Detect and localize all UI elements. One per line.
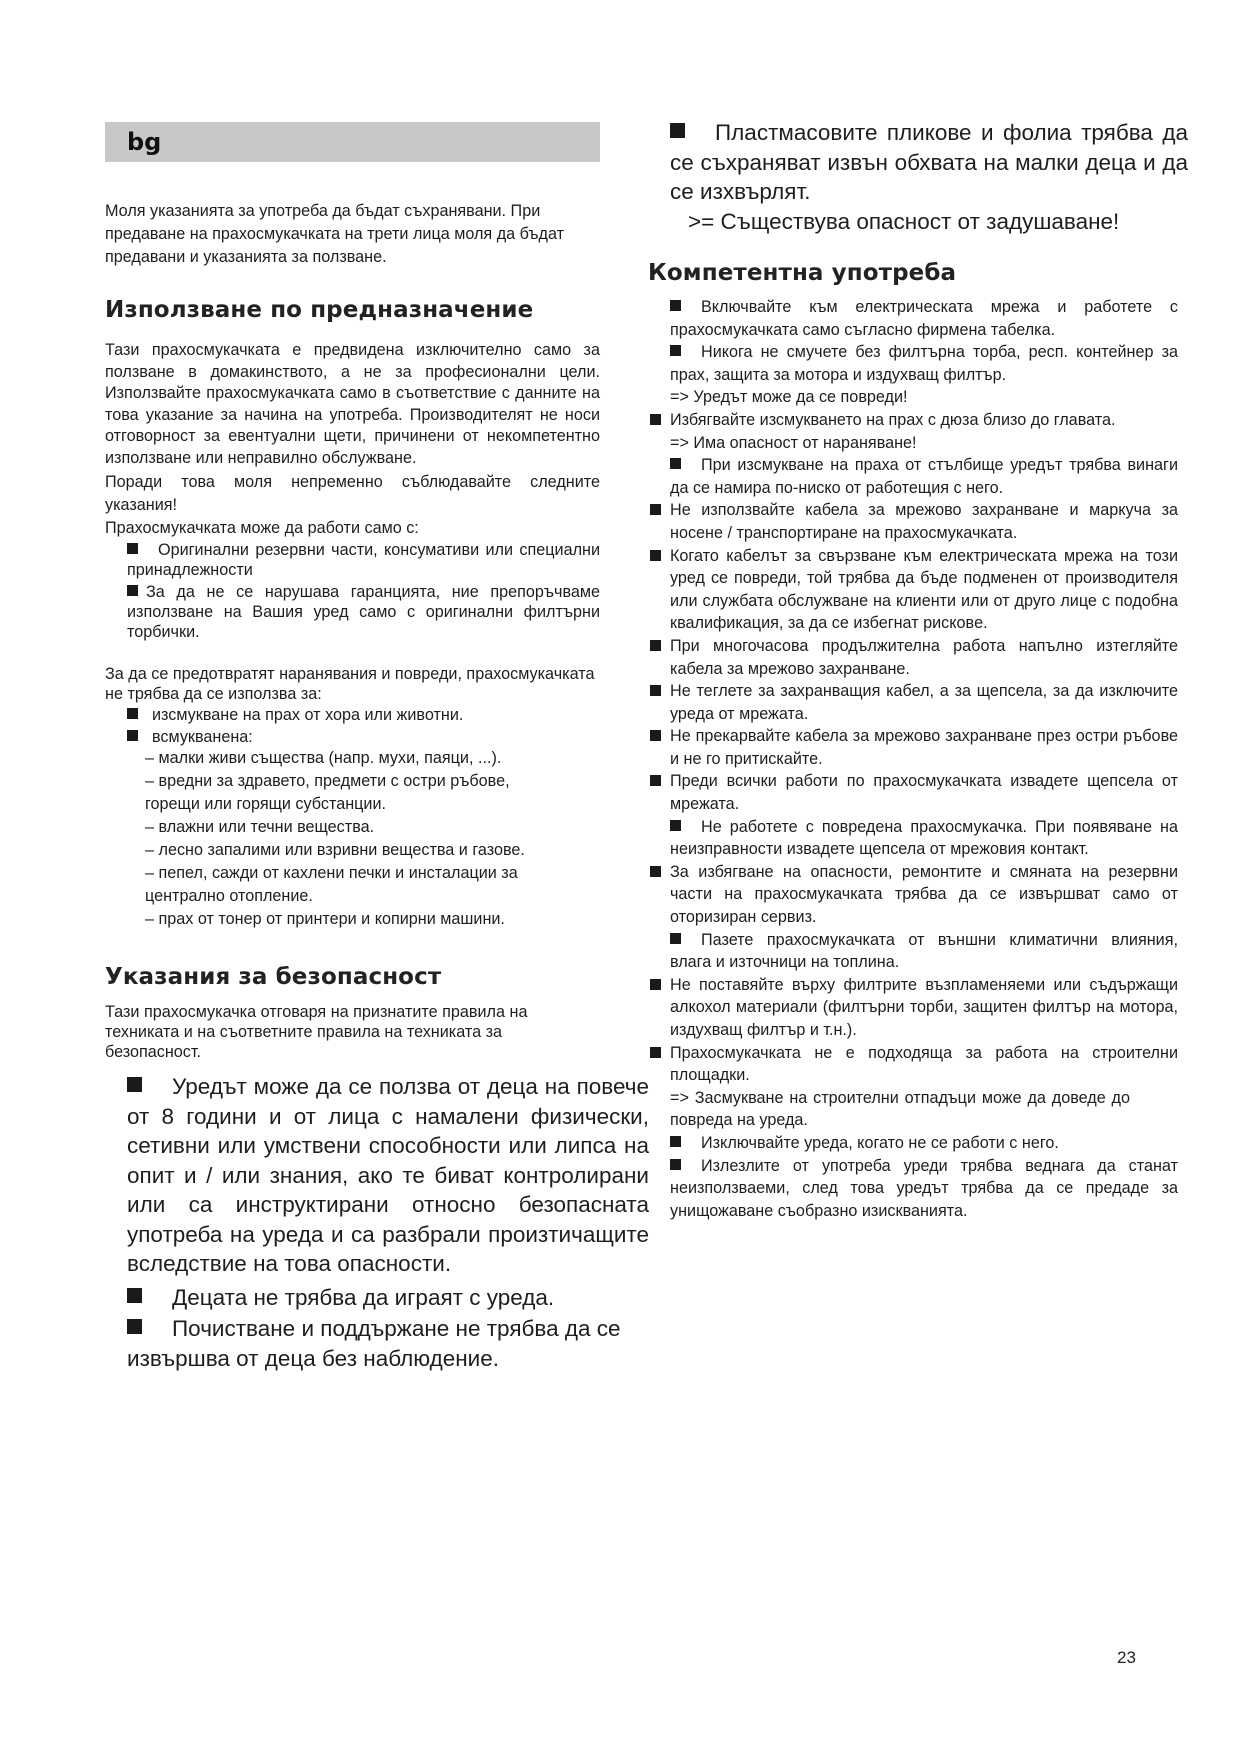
- competent-use-item: => Уредът може да се повреди!: [670, 388, 908, 407]
- bullet-square-icon: [127, 1077, 142, 1092]
- usage-paragraph-1: Тази прахосмукачката е предвидена изключително само за ползване в домакинството, а не за професионални цели. Използвайте прахосмукачката само в съответствие с данните на това указание за начина на употреба. Производителят не носи отговорност за евентуални щети, причинени от некомпетентно използване или неправилно обслужване.: [105, 341, 600, 467]
- intro-text: Моля указанията за употреба да бъдат съхранявани. При предаване на прахосмукачката на трети лица моля да бъдат предавани и указанията за ползване.: [105, 202, 565, 266]
- bullet-square-icon: [670, 345, 681, 356]
- competent-use-item: Не теглете за захранващия кабел, а за щепсела, за да изключите уреда от мрежата.: [648, 680, 1178, 725]
- competent-use-item: Пазете прахосмукачката от външни климатични влияния, влага и източници на топлина.: [670, 930, 1178, 972]
- bullet-square-icon: [127, 543, 138, 554]
- right-column: [648, 118, 1188, 1222]
- usage-bullet: Оригинални резервни части, консумативи или специални принадлежности: [127, 541, 600, 579]
- usage-paragraph-4: За да се предотвратят наранявания и повреди, прахосмукачката не трябва да се използва за:: [105, 665, 595, 703]
- competent-use-item: При многочасова продължителна работа напълно изтегляйте кабела за мрежово захранване.: [648, 635, 1178, 680]
- bullet-square-icon: [670, 123, 685, 138]
- dash-item: – вредни за здравето, предмети с остри ръбове, горещи или горящи субстанции.: [145, 772, 510, 813]
- competent-use-item: Излезлите от употреба уреди трябва веднага да станат неизползваеми, след това уредът трябва да се предаде за унищожаване съобразно изискванията.: [670, 1156, 1178, 1220]
- competent-use-item: За избягване на опасности, ремонтите и смяната на резервни части на прахосмукачката трябва да се извършват само от оторизиран сервиз.: [648, 861, 1178, 929]
- safety-big-bullet: Почистване и поддържане не трябва да се извършва от деца без наблюдение.: [127, 1316, 621, 1371]
- competent-use-item: Включвайте към електрическата мрежа и работете с прахосмукачката само съгласно фирмена табелка.: [670, 298, 1178, 339]
- bullet-square-icon: [127, 585, 138, 596]
- dash-item: – пепел, сажди от кахлени печки и инсталации за централно отопление.: [145, 864, 518, 905]
- suffocation-warning: >= Съществува опасност от задушаване!: [688, 208, 1120, 234]
- competent-use-item: При изсмукване на праха от стълбище уредът трябва винаги да се намира по-ниско от работещия с него.: [670, 456, 1178, 497]
- bullet-square-icon: [670, 1136, 681, 1147]
- dash-item: – лесно запалими или взривни вещества и газове.: [145, 841, 525, 859]
- usage-bullet: За да не се нарушава гаранцията, ние препоръчваме използване на Вашия уред само с оригинални филтърни торбички.: [127, 583, 600, 641]
- bullet-square-icon: [670, 1159, 681, 1170]
- competent-use-item: => Има опасност от нараняване!: [670, 433, 917, 452]
- page-number: 23: [1117, 1648, 1136, 1667]
- bullet-square-icon: [670, 933, 681, 944]
- competent-use-item: Избягвайте изсмукването на прах с дюза близо до главата.: [648, 409, 1178, 432]
- bullet-square-icon: [127, 1319, 142, 1334]
- section-title-intended-use: Използване по предназначение: [105, 297, 534, 323]
- competent-use-item: Не работете с повредена прахосмукачка. При появяване на неизправности извадете щепсела от мрежовия контакт.: [670, 817, 1178, 859]
- competent-use-item: Преди всички работи по прахосмукачката извадете щепсела от мрежата.: [648, 770, 1178, 815]
- packaging-warning: Пластмасовите пликове и фолиа трябва да се съхраняват извън обхвата на малки деца и да се изхвърлят.: [670, 120, 1188, 204]
- usage-paragraph-3: Прахосмукачката може да работи само с:: [105, 519, 419, 537]
- safety-big-bullet: Уредът може да се ползва от деца на повече от 8 години и от лица с намалени физически, сетивни или умствени способности или липса на опит и / или знания, ако те биват контролирани или са инструктирани относно безопасната употреба на уреда и са разбрали произтичащите вследствие на това опасности.: [127, 1074, 649, 1276]
- safety-paragraph: Тази прахосмукачка отговаря на признатите правила на техниката и на съответните правила на техниката за безопасност.: [105, 1003, 528, 1061]
- bullet-square-icon: [127, 1288, 142, 1303]
- competent-use-item: Не използвайте кабела за мрежово захранване и маркуча за носене / транспортиране на прахосмукачката.: [648, 499, 1178, 544]
- bullet-square-icon: [670, 300, 681, 311]
- usage-paragraph-2: Поради това моля непременно съблюдавайте следните указания!: [105, 473, 600, 514]
- section-title-safety: Указания за безопасност: [105, 964, 442, 990]
- usage-bullet: всмукванена:: [105, 727, 622, 747]
- safety-big-bullet: Децата не трябва да играят с уреда.: [105, 1283, 650, 1313]
- competent-use-item: Не прекарвайте кабела за мрежово захранване през остри ръбове и не го притискайте.: [648, 725, 1178, 770]
- competent-use-list: [648, 296, 1188, 1222]
- competent-use-item: Никога не смучете без филтърна торба, респ. контейнер за прах, защита за мотора и издухващ филтър.: [670, 343, 1178, 384]
- competent-use-item: Изключвайте уреда, когато не се работи с него.: [648, 1132, 1178, 1155]
- dash-item: – влажни или течни вещества.: [145, 818, 375, 836]
- section-title-competent-use: Компетентна употреба: [648, 260, 957, 286]
- competent-use-item: Не поставяйте върху филтрите възпламеняеми или съдържащи алкохол материали (филтърни торби, защитен филтър на мотора, издухващ филтър и т.н.).: [648, 974, 1178, 1042]
- competent-use-item: Прахосмукачката не е подходяща за работа на строителни площадки.: [648, 1042, 1178, 1087]
- bullet-square-icon: [670, 458, 681, 469]
- dash-item: – малки живи същества (напр. мухи, паяци, ...).: [145, 749, 502, 767]
- usage-bullet: изсмукване на прах от хора или животни.: [105, 704, 622, 727]
- left-column: [105, 122, 650, 1373]
- competent-use-item: Когато кабелът за свързване към електрическата мрежа на този уред се повреди, той трябва да бъде подменен от производителя или службата обслужване на клиенти или от друго лице с подобна квалификация, за да се избегнат рисковe.: [648, 545, 1178, 635]
- bullet-square-icon: [670, 820, 681, 831]
- bullet-square-icon: [127, 708, 138, 719]
- language-header: bg: [105, 122, 600, 162]
- competent-use-item: => Засмукване на строителни отпадъци може да доведе до повреда на уреда.: [670, 1088, 1130, 1130]
- dash-item: – прах от тонер от принтери и копирни машини.: [145, 910, 505, 928]
- bullet-square-icon: [127, 730, 138, 741]
